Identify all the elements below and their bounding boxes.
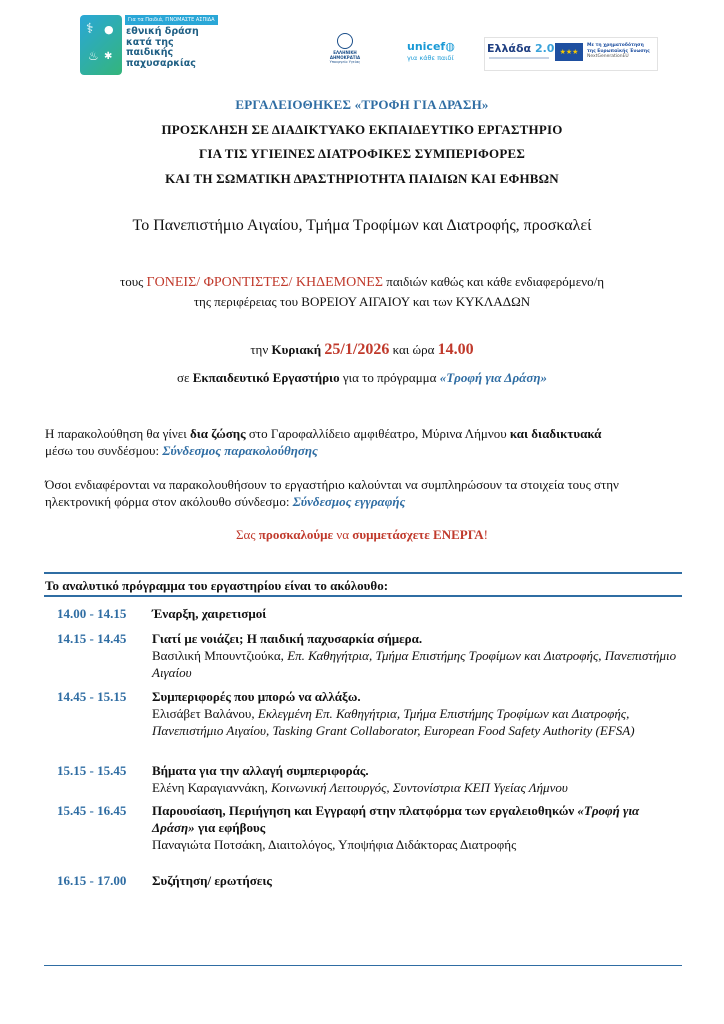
- registration-link[interactable]: Σύνδεσμος εγγραφής: [292, 494, 406, 509]
- invitation-heading-1: ΠΡΟΣΚΛΗΣΗ ΣΕ ΔΙΑΔΙΚΤΥΑΚΟ ΕΚΠΑΙΔΕΥΤΙΚΟ ΕΡΓΑΣΤΗΡΙΟ: [161, 122, 563, 137]
- program-row: [45, 630, 685, 682]
- audience-line: τους ΓΟΝΕΙΣ/ ΦΡΟΝΤΙΣΤΕΣ/ ΚΗΔΕΜΟΝΕΣ παιδιών καθώς και κάθε ενδιαφερόμενο/η: [119, 274, 604, 290]
- logo-emblem: [80, 15, 122, 75]
- series-title: ΕΡΓΑΛΕΙΟΘΗΚΕΣ «ΤΡΟΦΗ ΓΙΑ ΔΡΑΣΗ»: [235, 97, 489, 112]
- hellenic-republic-logo: ΕΛΛΗΝΙΚΗ ΔΗΜΟΚΡΑΤΙΑ Υπουργείο Υγείας: [318, 33, 372, 64]
- national-action-logo: [80, 15, 220, 75]
- row-time: 15.45 - 16.45: [57, 803, 127, 818]
- program-row: [45, 872, 685, 889]
- coat-of-arms-icon: [337, 33, 353, 49]
- row-title: Συζήτηση/ ερωτήσεις: [152, 873, 272, 888]
- date-line: την Κυριακή 25/1/2026 και ώρα 14.00: [250, 341, 474, 358]
- row-title: Παρουσίαση, Περιήγηση και Εγγραφή στην πλατφόρμα των εργαλειοθηκών «Τροφή για Δράση» για εφήβους: [152, 803, 640, 835]
- greece-2-0-eu-logo: Ελλάδα 2.0 ★★★ Με τη χρηματοδότηση της Ευρωπαϊκής Ένωσης NextGenerationEU: [487, 40, 657, 68]
- host-line: Το Πανεπιστήμιο Αιγαίου, Τμήμα Τροφίμων και Διατροφής, προσκαλεί: [132, 217, 592, 234]
- eu-flag-icon: ★★★: [555, 43, 583, 61]
- row-speaker: Ελένη Καραγιαννάκη, Κοινωνική Λειτουργός, Συντονίστρια ΚΕΠ Υγείας Λήμνου: [152, 780, 568, 795]
- row-title: Συμπεριφορές που μπορώ να αλλάξω.: [152, 689, 361, 704]
- program-row: [45, 688, 685, 758]
- stethoscope-icon: ⚕: [86, 21, 94, 37]
- row-time: 14.45 - 15.15: [57, 689, 127, 704]
- program-line: σε Εκπαιδευτικό Εργαστήριο για το πρόγραμμα «Τροφή για Δράση»: [177, 370, 547, 385]
- runner-icon: ✱: [104, 51, 113, 62]
- unicef-globe-icon: ◍: [445, 40, 455, 53]
- logo-brand: εθνική δράση κατά της παιδικής παχυσαρκίας: [126, 26, 199, 69]
- row-speaker: Βασιλική Μπουντζιούκα, Επ. Καθηγήτρια, Τμήμα Επιστήμης Τροφίμων και Διατροφής, Πανεπιστήμιο Αιγαίου: [152, 648, 677, 680]
- logo-tagline: Για τα Παιδιά, ΓΙΝΟΜΑΣΤΕ ΑΣΠΙΔΑ: [125, 15, 218, 25]
- program-top-rule: [44, 572, 682, 574]
- invitation-heading-3: ΚΑΙ ΤΗ ΣΩΜΑΤΙΚΗ ΔΡΑΣΤΗΡΙΟΤΗΤΑ ΠΑΙΔΙΩΝ ΚΑΙ ΕΦΗΒΩΝ: [165, 171, 559, 186]
- program-row: [45, 762, 685, 798]
- row-time: 16.15 - 17.00: [57, 873, 127, 888]
- utensils-icon: ♨: [88, 49, 99, 63]
- attendance-paragraph: Η παρακολούθηση θα γίνει δια ζώσης στο Γαροφαλλίδειο αμφιθέατρο, Μύρινα Λήμνου και διαδικτυακά μέσω του συνδέσμου: Σύνδεσμος παρακολούθησης: [45, 426, 602, 458]
- row-time: 14.15 - 14.45: [57, 631, 127, 646]
- row-time: 15.15 - 15.45: [57, 763, 127, 778]
- row-title: Γιατί με νοιάζει; Η παιδική παχυσαρκία σήμερα.: [152, 631, 423, 646]
- program-row: [45, 605, 685, 622]
- program-title-rule: [44, 595, 682, 597]
- region-line: της περιφέρειας του ΒΟΡΕΙΟΥ ΑΙΓΑΙΟΥ και των ΚΥΚΛΑΔΩΝ: [193, 294, 531, 309]
- program-row: [45, 802, 685, 856]
- registration-paragraph: Όσοι ενδιαφέρονται να παρακολουθήσουν το εργαστήριο καλούνται να συμπληρώσουν τα στοιχεία τους στην ηλεκτρονική φόρμα στον ακόλουθο σύνδεσμο: Σύνδεσμος εγγραφής: [45, 477, 619, 509]
- apple-icon: ●: [104, 23, 114, 36]
- row-speaker: Ελισάβετ Βαλάνου, Εκλεγμένη Επ. Καθηγήτρια, Τμήμα Επιστήμης Τροφίμων και Διατροφής, Πανεπιστήμιο Αιγαίου, Tasking Grant Collaborator, European Food Safety Authority (EFSA): [152, 706, 635, 738]
- attendance-link[interactable]: Σύνδεσμος παρακολούθησης: [162, 443, 318, 458]
- row-time: 14.00 - 14.15: [57, 606, 127, 621]
- program-bottom-rule: [44, 965, 682, 966]
- unicef-logo: unicef◍ για κάθε παιδί: [407, 40, 455, 62]
- program-title: Το αναλυτικό πρόγραμμα του εργαστηρίου είναι το ακόλουθο:: [45, 578, 389, 593]
- row-speaker: Παναγιώτα Ποτσάκη, Διαιτολόγος, Υποψήφια Διδάκτορας Διατροφής: [152, 837, 517, 852]
- row-title: Βήματα για την αλλαγή συμπεριφοράς.: [152, 763, 369, 778]
- call-to-action: Σας προσκαλούμε να συμμετάσχετε ΕΝΕΡΓΑ!: [235, 527, 489, 542]
- row-title: Έναρξη, χαιρετισμοί: [152, 606, 267, 621]
- invitation-heading-2: ΓΙΑ ΤΙΣ ΥΓΙΕΙΝΕΣ ΔΙΑΤΡΟΦΙΚΕΣ ΣΥΜΠΕΡΙΦΟΡΕΣ: [198, 146, 526, 161]
